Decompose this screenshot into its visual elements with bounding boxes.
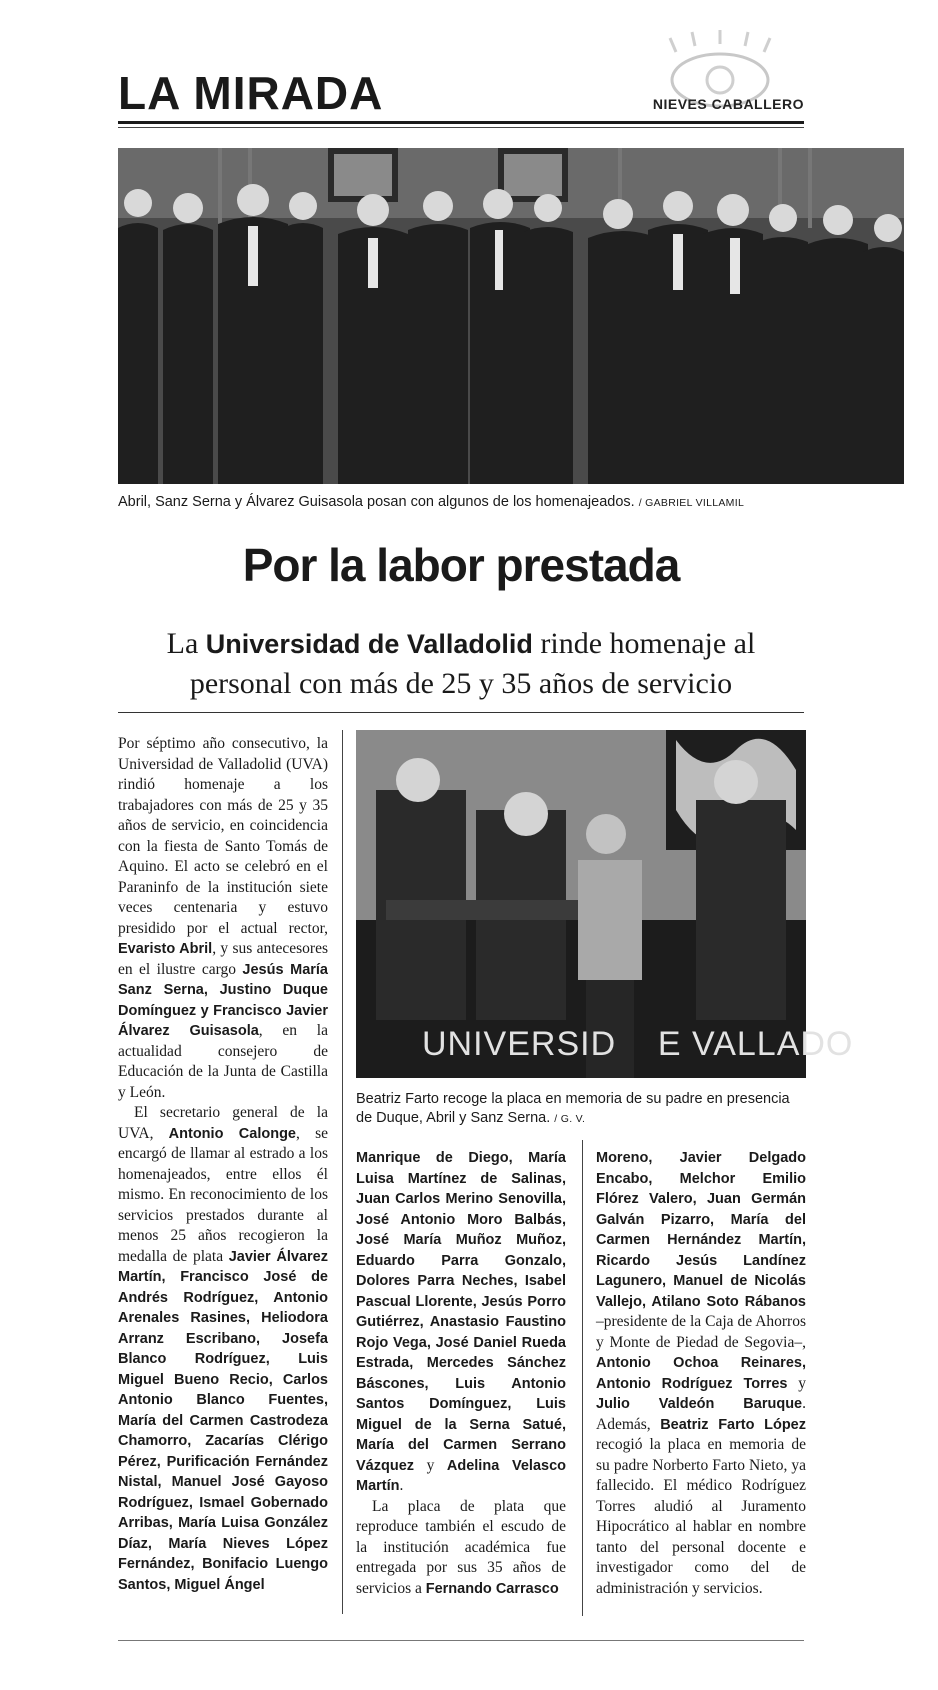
- p3-last-name: Julio Valdeón Baruque: [596, 1396, 803, 1412]
- p3-text-b: –presidente de la Caja de Ahorros y Monte de Piedad de Segovia–,: [596, 1313, 806, 1351]
- column-divider: [582, 1140, 583, 1616]
- caption-text: Abril, Sanz Serna y Álvarez Guisasola posan con algunos de los homenajeados.: [118, 494, 635, 510]
- p2-last-name: Adelina Velasco Martín: [356, 1457, 566, 1494]
- p2-names-25-cont: Manrique de Diego, María Luisa Martínez de Salinas, Juan Carlos Merino Senovilla, José Antonio Moro Balbás, José María Muñoz Muñoz, Eduardo Parra Gonzalo, Dolores Parra Neches, Isabel Pascual Llorente, Jesús Porro Gutiérrez, Anastasio Faustino Rojo Vega, José Daniel Rueda Estrada, Mercedes Sánchez Báscones, Luis Antonio Santos Domínguez, Luis Miguel de la Serna Satué, María del Carmen Serrano Vázquez: [356, 1150, 566, 1474]
- p2-secretary: Antonio Calonge: [168, 1125, 296, 1142]
- paragraph-3: [596, 1148, 806, 1599]
- photo-banner-text: UNIVERSID E VALLADO: [422, 1025, 854, 1063]
- p1-text-c: , en la actualidad consejero de Educación de la Junta de Castilla y León.: [118, 1022, 328, 1101]
- p3-names-35-cont: Moreno, Javier Delgado Encabo, Melchor Emilio Flórez Valero, Juan Germán Galván Pizarro, María del Carmen Hernández Martín, Ricardo Jesús Landínez Lagunero, Manuel de Nicolás Vallejo, Atilano Soto Rábanos: [596, 1150, 806, 1310]
- p2-names-25: Javier Álvarez Martín, Francisco José de Andrés Rodríguez, Antonio Arenales Rasines, Heliodora Arranz Escribano, Josefa Blanco Rodríguez, Luis Miguel Bueno Recio, Carlos Antonio Blanco Fuentes, María del Carmen Castrodeza Chamorro, Zacarías Clérigo Pérez, Purificación Fernández Nistal, Manuel José Gayoso Rodríguez, Ismael Gobernado Arribas, María Luisa González Díaz, María Nieves López Fernández, Bonifacio Luengo Santos, Miguel Ángel: [118, 1248, 328, 1593]
- subhead-rule: [118, 712, 804, 713]
- second-photo-caption: [356, 1090, 806, 1129]
- p3-text-d: recogió la placa en memoria de su padre Norberto Farto Nieto, ya fallecido. El médico Rodríguez Torres aludió al Juramento Hipocrático al hablar en nombre tanto del personal docente e investigador como del de administración y servicios.: [596, 1436, 806, 1597]
- photo-credit: / GABRIEL VILLAMIL: [638, 497, 745, 509]
- subhead-text-2: rinde homenaje al personal con más de 25 y 35 años de servicio: [189, 627, 756, 700]
- p1-rector: Evaristo Abril: [118, 941, 213, 957]
- section-title: LA MIRADA: [118, 67, 384, 119]
- photo-credit: / G. V.: [554, 1113, 586, 1125]
- p2-and: y: [414, 1456, 447, 1474]
- p2-end: .: [399, 1477, 404, 1494]
- main-photo-caption: [118, 493, 904, 513]
- p2-text-a: El secretario general de la UVA,: [118, 1104, 328, 1142]
- subhead-org: Universidad de Valladolid: [205, 629, 533, 659]
- p3-text-a: La placa de plata que reproduce también el escudo de la institución académica fue entregada por sus 35 años de servicios a: [356, 1497, 566, 1597]
- header-rule: [118, 121, 804, 124]
- p3-names-35-b: Antonio Ochoa Reinares, Antonio Rodríguez Torres: [596, 1355, 806, 1392]
- p3-farto: Beatriz Farto López: [660, 1416, 807, 1433]
- paragraph-2: [356, 1148, 566, 1497]
- p1-text-a: Por séptimo año consecutivo, la Universidad de Valladolid (UVA) rindió homenaje a los trabajadores con más de 25 y 35 años de servicio, en coincidencia con la fiesta de Santo Tomás de Aquino. El acto se celebró en el Paraninfo de la institución siete veces centenaria y estuvo presidido por el actual rector,: [118, 735, 328, 937]
- p2-text-b: , se encargó de llamar al estrado a los homenajeados, entre ellos él mismo. En reconocimiento de los servicios prestados durante al menos 25 años recogieron la medalla de plata: [118, 1124, 328, 1265]
- subhead-text-1: La: [166, 627, 206, 660]
- bottom-rule: [118, 1640, 804, 1641]
- body-column-1: [118, 734, 328, 1595]
- subheadline: [118, 624, 804, 704]
- p1-text-b: , y sus antecesores en el ilustre cargo: [118, 940, 328, 978]
- paragraph-3: [356, 1497, 566, 1600]
- column-divider: [342, 730, 343, 1614]
- p3-text-c: . Además,: [596, 1395, 806, 1433]
- paragraph-2: [118, 1103, 328, 1595]
- author-byline: NIEVES CABALLERO: [652, 96, 804, 112]
- headline: Por la labor prestada: [242, 539, 680, 591]
- p3-and: y: [787, 1374, 806, 1392]
- second-photo: [356, 730, 854, 1078]
- main-photo: [118, 148, 904, 484]
- paragraph-1: [118, 734, 328, 1103]
- body-column-2: [356, 1148, 566, 1599]
- p3-names-35: Fernando Carrasco: [425, 1580, 559, 1597]
- p1-former-rectors: Jesús María Sanz Serna, Justino Duque Domínguez y Francisco Javier Álvarez Guisasola: [118, 961, 328, 1039]
- header-rule-thin: [118, 127, 804, 128]
- caption-text: Beatriz Farto recoge la placa en memoria de su padre en presencia de Duque, Abril y Sanz Serna.: [356, 1091, 790, 1126]
- body-column-3: [596, 1148, 806, 1599]
